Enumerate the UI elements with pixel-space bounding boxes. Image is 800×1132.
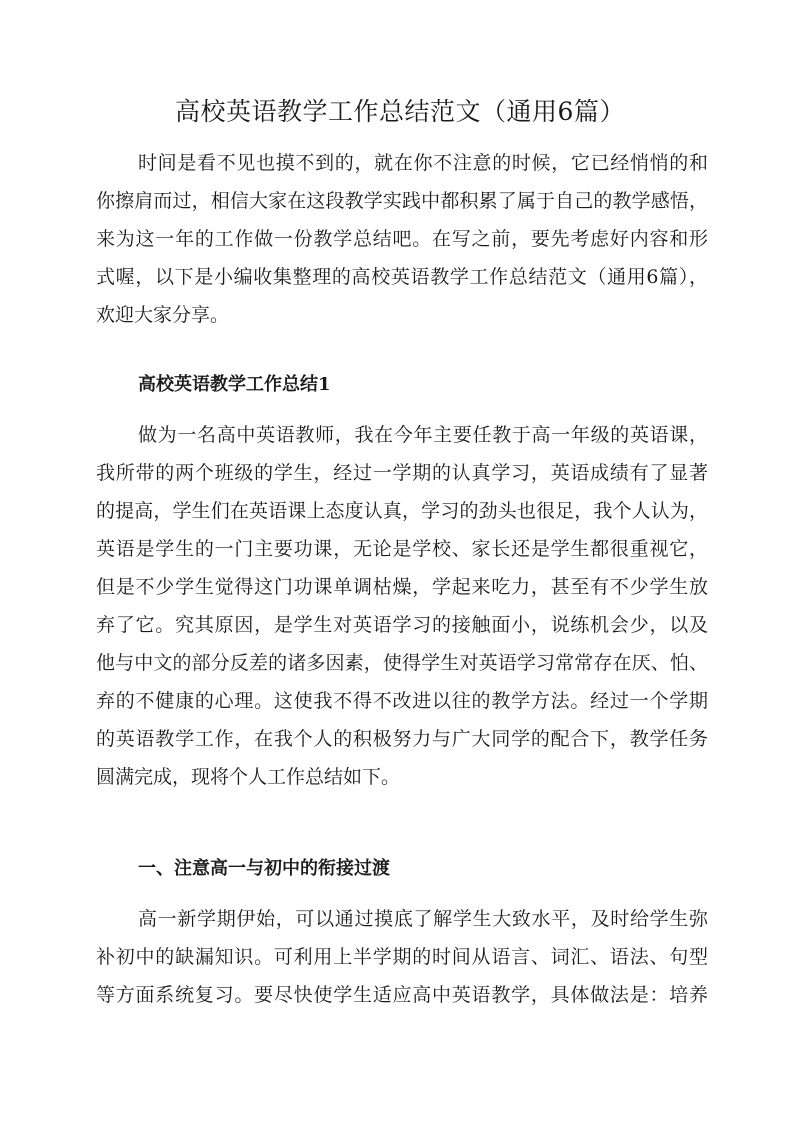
paragraph-line: 他与中文的部分反差的诸多因素，使得学生对英语学习常常存在厌、怕、 <box>96 652 708 674</box>
paragraph-line: 你擦肩而过，相信大家在这段教学实践中都积累了属于自己的教学感悟， <box>96 190 708 212</box>
paragraph-line: 的英语教学工作，在我个人的积极努力与广大同学的配合下，教学任务 <box>96 728 708 750</box>
document-title: 高校英语教学工作总结范文（通用6篇） <box>175 97 625 126</box>
paragraph-line: 做为一名高中英语教师，我在今年主要任教于高一年级的英语课， <box>138 424 708 446</box>
paragraph-line: 式喔，以下是小编收集整理的高校英语教学工作总结范文（通用6篇）， <box>96 266 708 288</box>
paragraph-line: 高一新学期伊始，可以通过摸底了解学生大致水平，及时给学生弥 <box>138 908 708 930</box>
paragraph-line: 欢迎大家分享。 <box>96 304 230 326</box>
paragraph-line: 弃了它。究其原因，是学生对英语学习的接触面小，说练机会少，以及 <box>96 614 708 636</box>
section-heading: 高校英语教学工作总结1 <box>138 374 331 395</box>
section1-paragraph <box>96 416 708 796</box>
paragraph-line: 等方面系统复习。要尽快使学生适应高中英语教学，具体做法是：培养 <box>96 984 708 1006</box>
paragraph-line: 弃的不健康的心理。这使我不得不改进以往的教学方法。经过一个学期 <box>96 690 708 712</box>
paragraph-line: 但是不少学生觉得这门功课单调枯燥，学起来吃力，甚至有不少学生放 <box>96 576 708 598</box>
paragraph-line: 补初中的缺漏知识。可利用上半学期的时间从语言、词汇、语法、句型 <box>96 946 708 968</box>
paragraph-line: 英语是学生的一门主要功课，无论是学校、家长还是学生都很重视它， <box>96 538 708 560</box>
paragraph-line: 我所带的两个班级的学生，经过一学期的认真学习，英语成绩有了显著 <box>96 462 708 484</box>
subsection1-paragraph <box>96 900 708 1014</box>
paragraph-line: 圆满完成，现将个人工作总结如下。 <box>96 766 401 788</box>
paragraph-line: 的提高，学生们在英语课上态度认真，学习的劲头也很足，我个人认为， <box>96 500 708 522</box>
paragraph-line: 来为这一年的工作做一份教学总结吧。在写之前，要先考虑好内容和形 <box>96 228 708 250</box>
subsection-heading: 一、注意高一与初中的衔接过渡 <box>138 858 390 879</box>
paragraph-line: 时间是看不见也摸不到的，就在你不注意的时候，它已经悄悄的和 <box>138 152 708 174</box>
intro-paragraph <box>96 144 708 334</box>
